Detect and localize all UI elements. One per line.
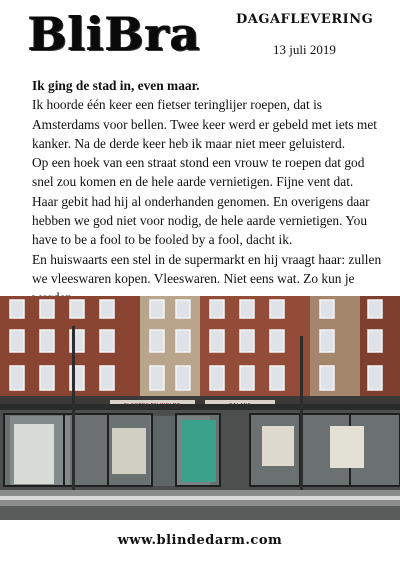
section-label: DAGAFLEVERING — [236, 12, 374, 27]
article-paragraph-2: Op een hoek van een straat stond een vrouw te roepen dat god snel zou komen en de hele aarde vernietigen. Fijne vent dat. Haar gebit had hij al onderhanden genomen. En overigens daar hebben we god niet voor nodig, de hele aarde vernietigen. You have to be a fool to be fooled by a fool, dacht ik. — [32, 155, 370, 248]
article-headline: Ik ging de stad in, even maar. — [32, 78, 200, 93]
footer-website[interactable]: www.blindedarm.com — [117, 533, 283, 548]
publication-date: 13 juli 2019 — [273, 42, 336, 57]
article-body — [32, 76, 382, 308]
article-paragraph-1: Ik hoorde één keer een fietser teringlijer roepen, dat is Amsterdams voor bellen. Twee keer werd er gebeld met iets met kanker. Na de derde keer heb ik maar niet meer geluisterd. — [32, 97, 377, 151]
article-paragraph-3: En huiswaarts een stel in de supermarkt en hij vraagt haar: zullen we vleeswaren kopen. Vleeswaren. Niet eens wat. Zo kun je — [32, 251, 382, 286]
street-photo — [0, 296, 400, 520]
site-logo: BliBra — [28, 7, 201, 61]
